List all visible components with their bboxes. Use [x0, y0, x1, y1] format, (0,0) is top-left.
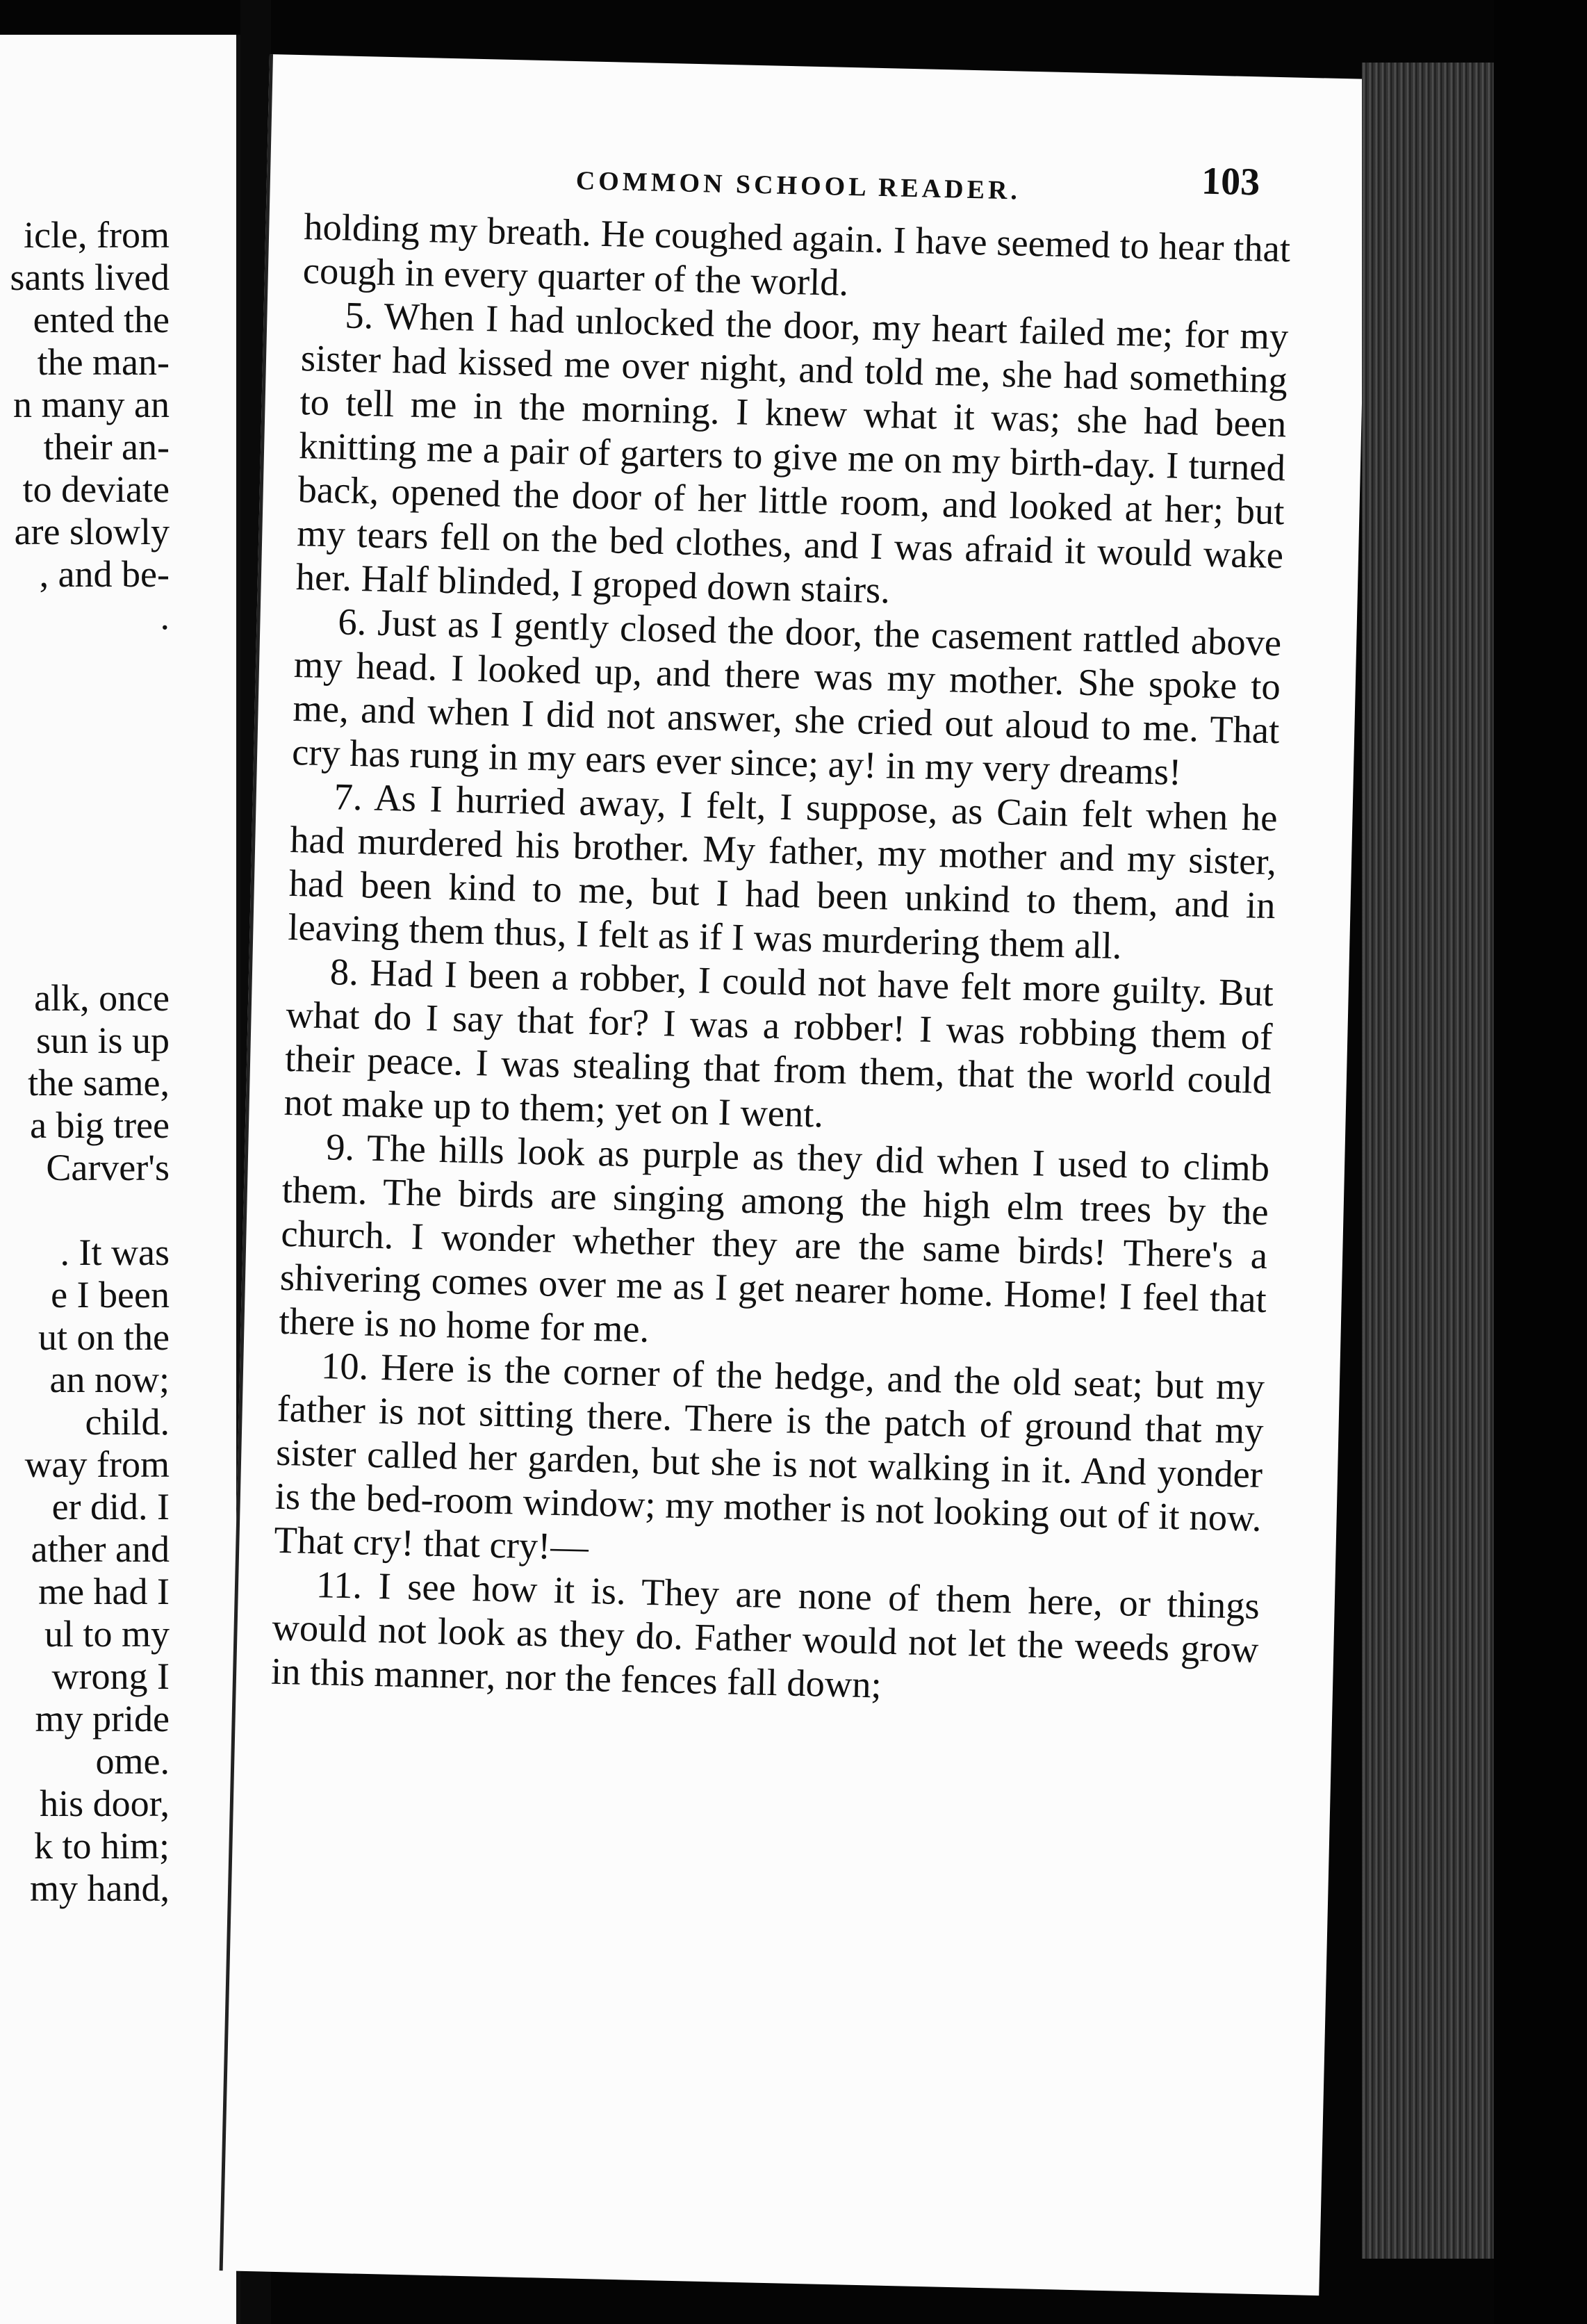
left-page-line: the man-	[37, 341, 170, 383]
left-page-line: my pride	[35, 1698, 170, 1740]
right-page	[220, 54, 1370, 2296]
left-page-line: ut on the	[38, 1316, 170, 1358]
left-page-line: k to him;	[33, 1825, 170, 1867]
left-page-line: ather and	[31, 1528, 170, 1570]
paragraph-8: 8. Had I been a robber, I could not have felt more guilty. But what do I say that for? I was a robber! I was robbing them of their peace. I was stealing that from them, that the world could not make up to them; yet on I went.	[283, 950, 1274, 1136]
left-facing-page	[0, 35, 240, 2324]
left-page-line: my hand,	[30, 1867, 170, 1909]
left-page-line: .	[160, 596, 170, 637]
paragraph-continuation: holding my breath. He coughed again. I have seemed to hear that cough in every quarter of the world.	[302, 205, 1291, 304]
left-page-line: . It was	[60, 1231, 170, 1273]
paragraph-6: 6. Just as I gently closed the door, the casement rattled above my head. I looked up, and there was my mother. She spoke to me, and when I did not answer, she cried out aloud to me. That cry has rung in my ears ever since; ay! in my very dreams!	[291, 600, 1282, 794]
left-page-line: wrong I	[51, 1655, 170, 1697]
page-body	[271, 204, 1291, 1715]
page-number: 103	[1201, 159, 1260, 204]
scan-border	[1494, 0, 1587, 2324]
paragraph-9: 9. The hills look as purple as they did when I used to climb them. The birds are singing among the high elm trees by the church. I wonder whether they are the same birds! There's a shivering comes over me as I get nearer home. Home! I feel that there is no home for me.	[278, 1125, 1270, 1350]
left-page-line: , and be-	[39, 553, 170, 595]
left-page-line: ul to my	[44, 1613, 170, 1655]
left-page-line: e I been	[51, 1274, 170, 1316]
left-page-line: sants lived	[10, 256, 170, 298]
left-page-line: his door,	[40, 1783, 170, 1824]
left-page-line: are slowly	[14, 511, 170, 553]
paragraph-10: 10. Here is the corner of the hedge, and the old seat; but my father is not sitting there. There is the patch of ground that my sister called her garden, but she is not walking in it. And yonder is the bed-room window; my mother is not looking out of it now. That cry! that cry!—	[273, 1344, 1265, 1568]
paragraph-5: 5. When I had unlocked the door, my heart failed me; for my sister had kissed me over night, and told me, she had something to tell me in the morning. I knew what it was; she had been knitting me a pair of garters to give me on my birth-day. I turned back, opened the door of her little room, and looked at her; but my tears fell on the bed clothes, and I was afraid it would wake her. Half blinded, I groped down stairs.	[295, 293, 1289, 612]
left-page-line: way from	[24, 1443, 170, 1485]
left-page-line: er did. I	[51, 1486, 170, 1528]
left-page-line: their an-	[43, 426, 170, 468]
left-page-line: to deviate	[22, 468, 170, 510]
left-page-line: Carver's	[46, 1147, 170, 1188]
left-page-line: me had I	[38, 1571, 170, 1612]
left-page-line: alk, once	[34, 977, 170, 1019]
left-page-line: n many an	[13, 384, 170, 425]
left-page-line: sun is up	[35, 1020, 170, 1061]
page-edges	[1362, 63, 1494, 2259]
left-page-line: ented the	[33, 299, 170, 341]
left-page-line: the same,	[28, 1062, 170, 1104]
left-page-line: icle, from	[24, 214, 170, 256]
left-page-line: child.	[85, 1401, 170, 1443]
running-head: COMMON SCHOOL READER.	[575, 166, 1021, 206]
paragraph-7: 7. As I hurried away, I felt, I suppose, as Cain felt when he had murdered his brother. My father, my mother and my sister, had been kind to me, but I had been unkind to them, and in leaving them thus, I felt as if I was murdering them all.	[287, 775, 1278, 967]
left-page-line: an now;	[49, 1359, 170, 1400]
left-page-line: a big tree	[30, 1104, 170, 1146]
paragraph-11: 11. I see how it is. They are none of them here, or things would not look as they do. Father would not let the weeds grow in this manner, nor the fences fall down;	[270, 1563, 1260, 1706]
left-page-line: ome.	[95, 1740, 170, 1782]
